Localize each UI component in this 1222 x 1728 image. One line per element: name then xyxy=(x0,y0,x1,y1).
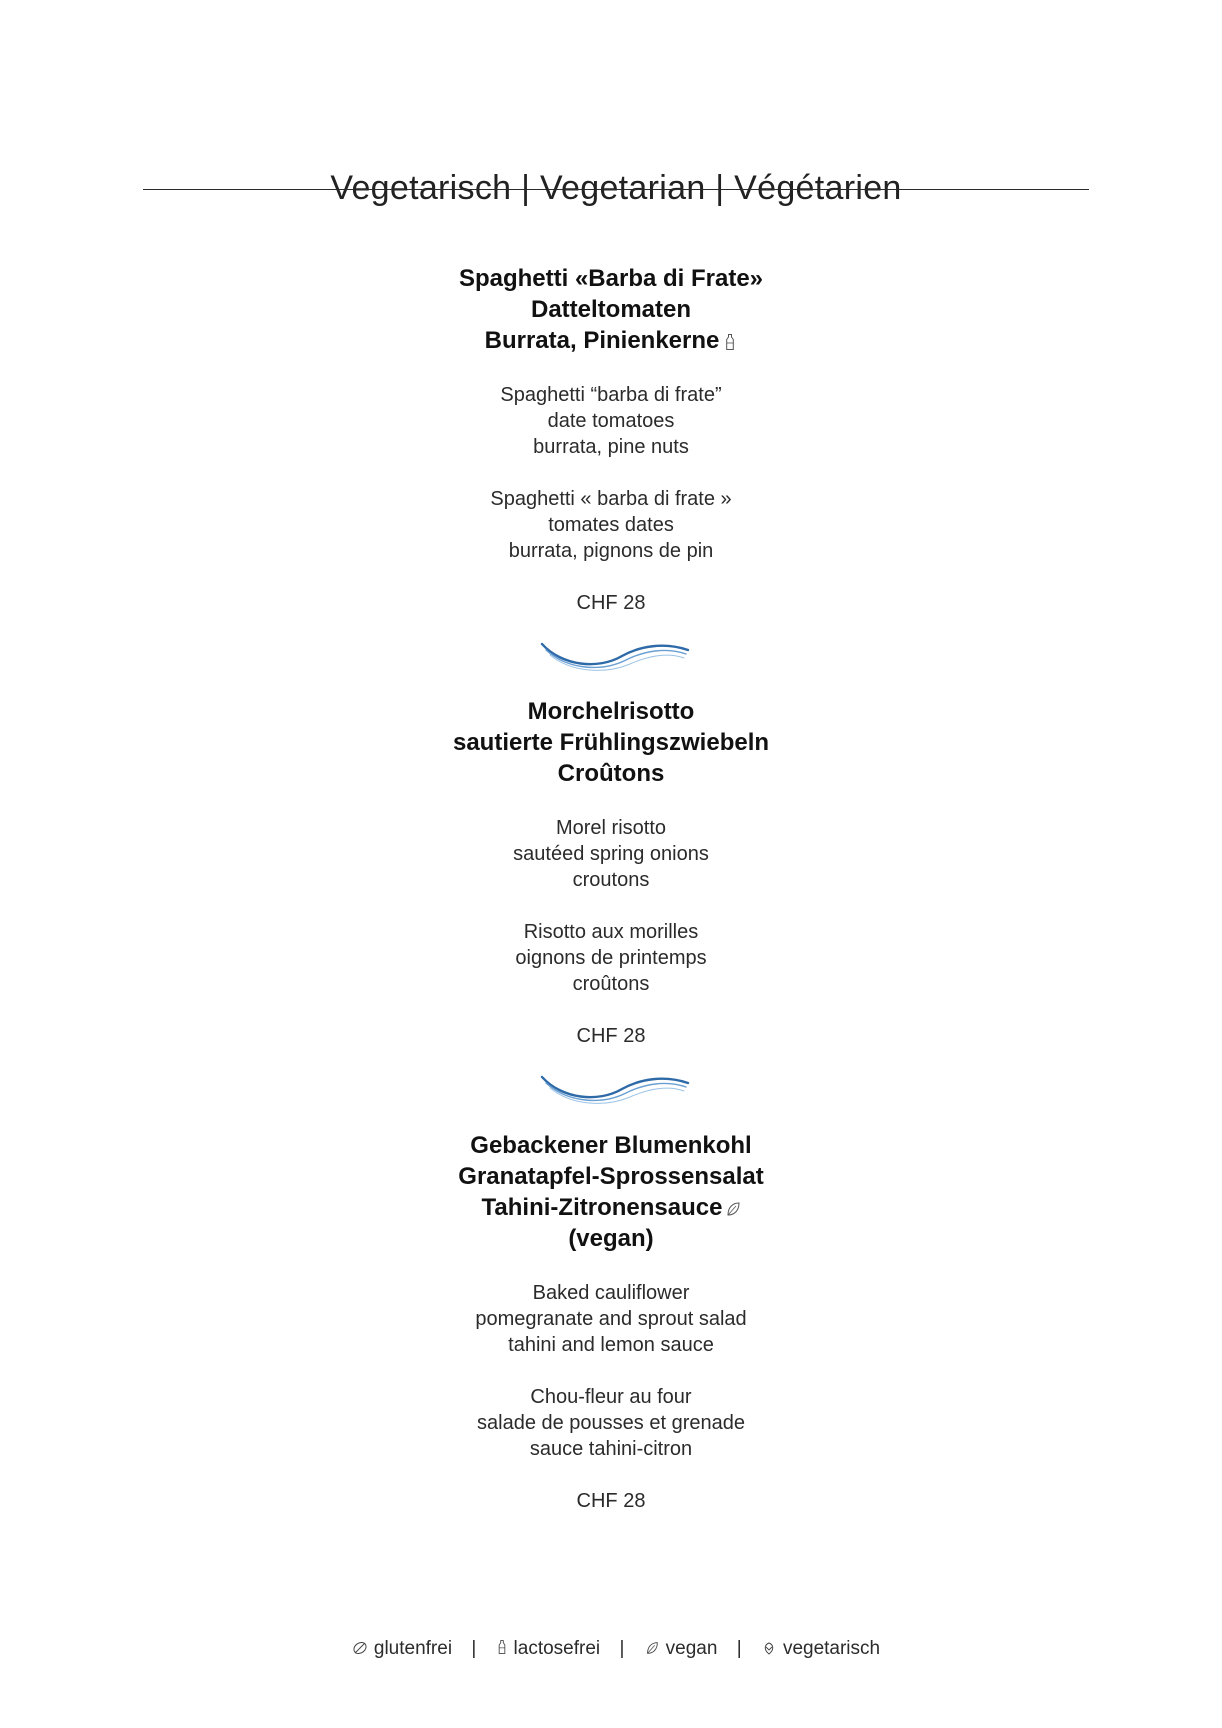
bottle-icon xyxy=(496,1638,508,1656)
description-line: burrata, pignons de pin xyxy=(508,540,714,562)
description-line: tomates dates xyxy=(548,514,674,536)
dish-price: CHF 28 xyxy=(576,1025,646,1047)
legend-label: vegan xyxy=(665,1638,718,1659)
dish-title-line: Spaghetti «Barba di Frate» xyxy=(458,265,764,292)
legend-item-vegan xyxy=(644,1636,718,1662)
description-line: tahini and lemon sauce xyxy=(508,1334,714,1356)
dish-title xyxy=(311,696,911,789)
description-line: croûtons xyxy=(572,973,650,995)
legend xyxy=(143,1636,1089,1662)
description-french xyxy=(311,1384,911,1462)
dish-price: CHF 28 xyxy=(576,1490,646,1512)
leaf-icon xyxy=(644,1640,660,1656)
description-line: date tomatoes xyxy=(547,410,675,432)
legend-item-glutenfrei xyxy=(352,1636,452,1662)
dish-title-line: (vegan) xyxy=(568,1225,654,1252)
description-line: Spaghetti “barba di frate” xyxy=(500,384,722,406)
description-line: Morel risotto xyxy=(555,817,667,839)
legend-separator: | xyxy=(471,1638,477,1660)
dish-title-line: Tahini-Zitronensauce xyxy=(311,1192,911,1223)
bottle-icon xyxy=(723,333,737,351)
dish-title-line: Granatapfel-Sprossensalat xyxy=(458,1163,764,1190)
description-line: sauce tahini-citron xyxy=(529,1438,693,1460)
legend-label: glutenfrei xyxy=(373,1638,453,1659)
description-line: pomegranate and sprout salad xyxy=(475,1308,747,1330)
wave-divider xyxy=(540,1069,690,1109)
description-line: Spaghetti « barba di frate » xyxy=(490,488,732,510)
legend-item-vegetarisch xyxy=(761,1636,880,1662)
description-english xyxy=(311,382,911,460)
dish-spaghetti xyxy=(311,263,911,616)
dish-title-line: Croûtons xyxy=(557,760,665,787)
legend-label: lactosefrei xyxy=(513,1638,601,1659)
dish-cauliflower xyxy=(311,1130,911,1514)
vegetarian-icon xyxy=(761,1640,777,1656)
dish-title-line: Morchelrisotto xyxy=(527,698,695,725)
description-line: sautéed spring onions xyxy=(513,843,709,865)
legend-separator: | xyxy=(736,1638,742,1660)
dish-title-line: Datteltomaten xyxy=(530,296,692,323)
dish-morel-risotto xyxy=(311,696,911,1049)
wave-divider xyxy=(540,636,690,676)
title-divider xyxy=(143,189,1089,190)
description-line: salade de pousses et grenade xyxy=(477,1412,745,1434)
page-title: Vegetarisch | Vegetarian | Végétarien xyxy=(330,168,902,207)
description-line: burrata, pine nuts xyxy=(533,436,689,458)
description-line: oignons de printemps xyxy=(515,947,707,969)
description-line: Chou-fleur au four xyxy=(530,1386,692,1408)
description-french xyxy=(311,919,911,997)
dish-price: CHF 28 xyxy=(576,592,646,614)
description-english xyxy=(311,1280,911,1358)
description-english xyxy=(311,815,911,893)
dish-title xyxy=(311,263,911,356)
description-line: Risotto aux morilles xyxy=(523,921,699,943)
leaf-icon xyxy=(726,1200,740,1218)
dish-title xyxy=(311,1130,911,1254)
legend-label: vegetarisch xyxy=(782,1638,881,1659)
dish-title-line: Burrata, Pinienkerne xyxy=(311,325,911,356)
dish-title-line: sautierte Frühlingszwiebeln xyxy=(452,729,770,756)
description-french xyxy=(311,486,911,564)
gluten-free-icon xyxy=(352,1640,368,1656)
dish-title-line: Gebackener Blumenkohl xyxy=(470,1132,752,1159)
legend-separator: | xyxy=(619,1638,625,1660)
legend-item-lactosefrei xyxy=(496,1636,601,1662)
description-line: croutons xyxy=(572,869,650,891)
description-line: Baked cauliflower xyxy=(532,1282,690,1304)
